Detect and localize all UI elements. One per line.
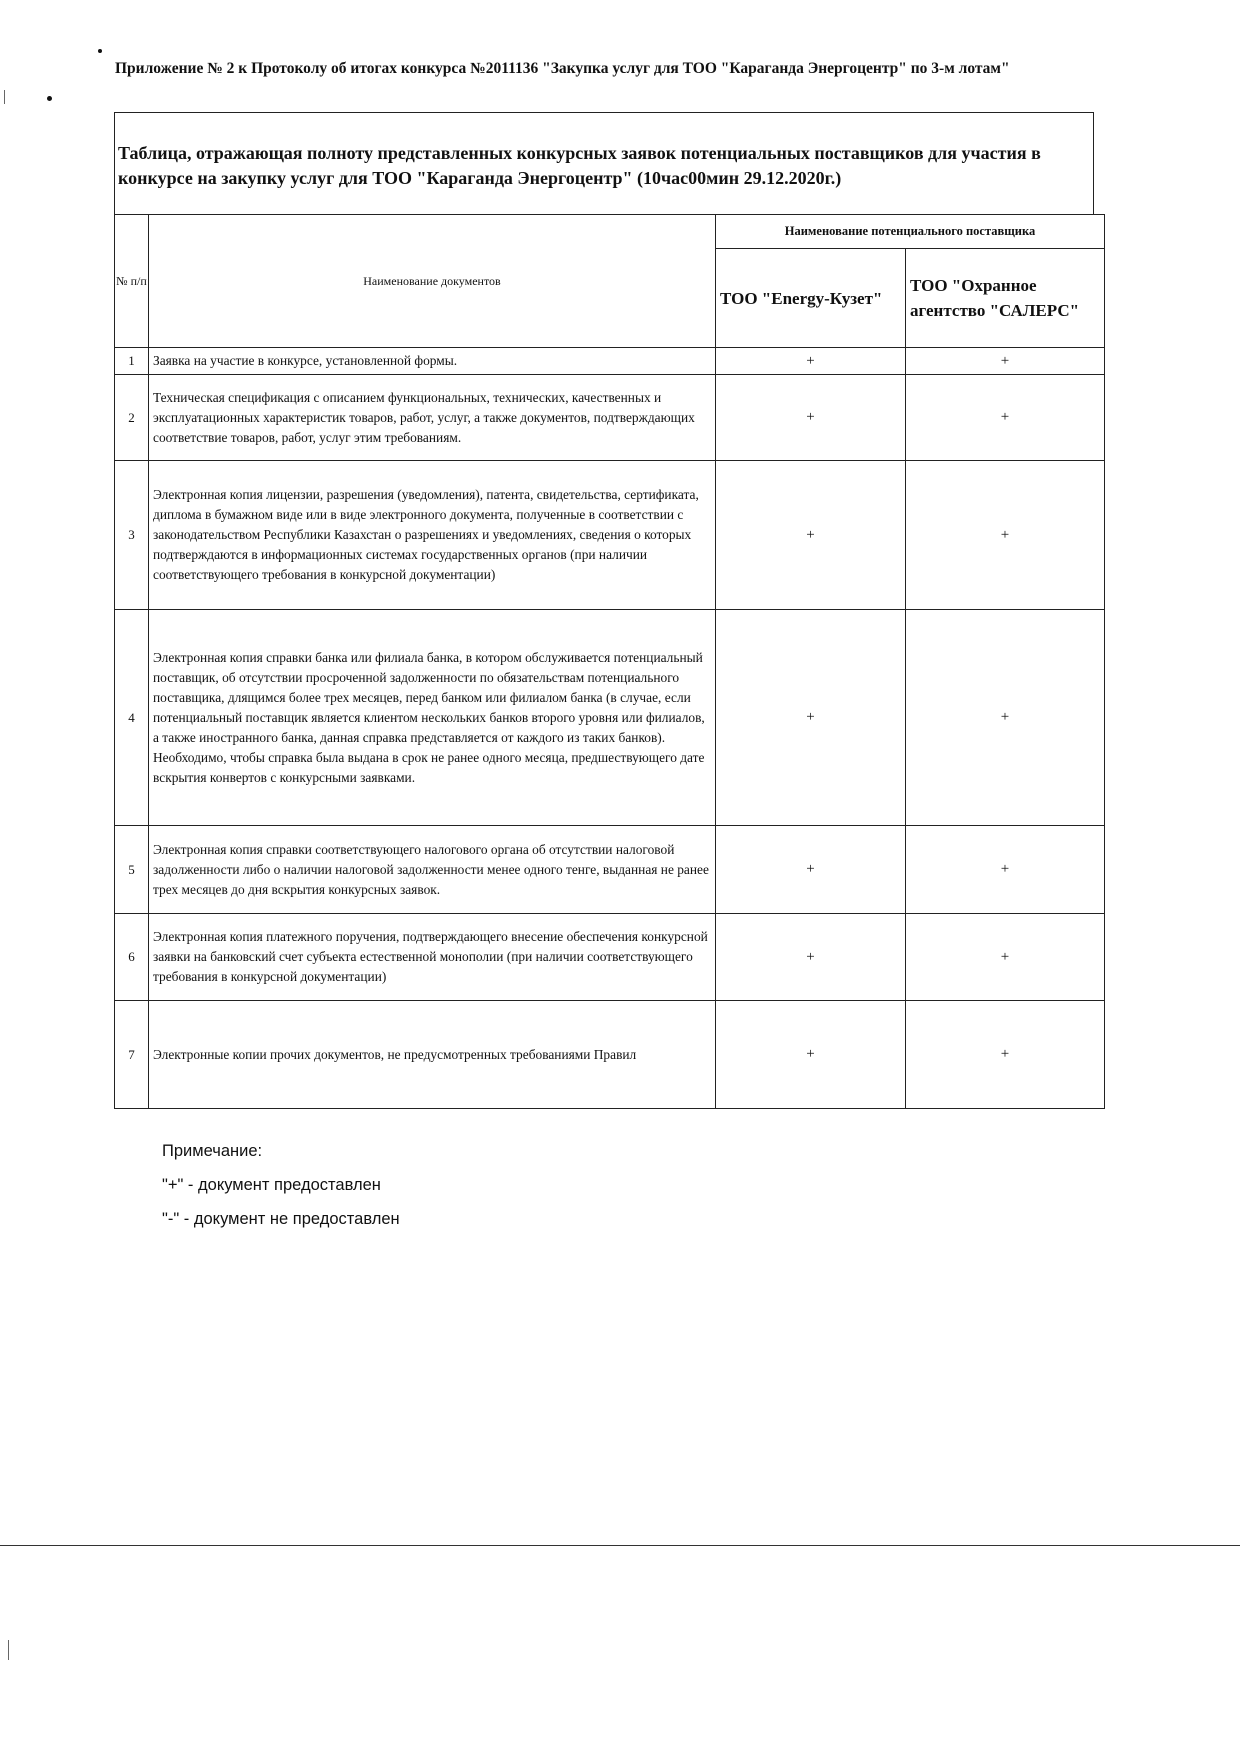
applications-table [114,214,1105,1109]
table-row [115,914,1105,1001]
row-mark: + [716,375,906,461]
scan-speck [4,90,5,104]
table-title: Таблица, отражающая полноту представленных конкурсных заявок потенциальных поставщиков для участия в конкурсе на закупку услуг для ТОО "Караганда Энергоцентр" (10час00мин 29.12.2020г.) [118,143,1041,188]
row-document: Электронная копия справки соответствующего налогового органа об отсутствии налоговой задолженности либо о наличии налоговой задолженности менее одного тенге, выданная не ранее трех месяцев до дня вскрытия конкурсных заявок. [149,826,716,914]
column-header-number: № п/п [115,215,149,348]
row-mark: + [906,348,1105,375]
row-number: 7 [115,1001,149,1109]
note-plus-legend: "+" - документ предоставлен [162,1176,381,1194]
row-mark: + [716,1001,906,1109]
column-header-documents: Наименование документов [149,215,716,348]
page-divider [0,1545,1240,1546]
table-row [115,610,1105,826]
row-document: Электронная копия справки банка или филиала банка, в котором обслуживается потенциальный поставщик, об отсутствии просроченной задолженности по обязательствам потенциального поставщика, длящимся более трех месяцев, перед банком или филиалом банка (в случае, если потенциальный поставщик является клиентом нескольких банков второго уровня или филиалов, а также иностранного банка, данная справка представляется от каждого из таких банков). Необходимо, чтобы справка была выдана в срок не ранее одного месяца, предшествующего дате вскрытия конвертов с конкурсными заявками. [149,610,716,826]
row-document: Электронная копия платежного поручения, подтверждающего внесение обеспечения конкурсной заявки на банковский счет субъекта естественной монополии (при наличии соответствующего требования в конкурсной документации) [149,914,716,1001]
row-mark: + [716,914,906,1001]
table-row [115,461,1105,610]
table-title-box [114,112,1094,214]
row-document: Электронные копии прочих документов, не предусмотренных требованиями Правил [149,1001,716,1109]
note-minus-legend: "-" - документ не предоставлен [162,1210,400,1228]
supplier-name: ТОО "Охранное агентство "САЛЕРС" [906,249,1105,348]
completeness-table [114,112,1096,1110]
row-mark: + [716,826,906,914]
row-number: 4 [115,610,149,826]
row-number: 3 [115,461,149,610]
table-row [115,348,1105,375]
table-row [115,826,1105,914]
table-row [115,375,1105,461]
row-number: 6 [115,914,149,1001]
row-mark: + [906,826,1105,914]
row-mark: + [906,461,1105,610]
row-mark: + [906,610,1105,826]
row-mark: + [716,348,906,375]
row-mark: + [716,610,906,826]
row-mark: + [906,375,1105,461]
row-number: 1 [115,348,149,375]
note-title: Примечание: [162,1142,263,1160]
row-document: Техническая спецификация с описанием функциональных, технических, качественных и эксплуатационных характеристик товаров, работ, услуг, а также документов, подтверждающих соответствие товаров, работ, услуг этим требованиям. [149,375,716,461]
row-mark: + [906,914,1105,1001]
supplier-name: ТОО "Energy-Кузет" [716,249,906,348]
scan-speck [47,96,52,101]
row-mark: + [716,461,906,610]
row-number: 2 [115,375,149,461]
row-document: Электронная копия лицензии, разрешения (уведомления), патента, свидетельства, сертификата, диплома в бумажном виде или в виде электронного документа, полученные в соответствии с законодательством Республики Казахстан о разрешениях и уведомлениях, сведения о которых подтверждаются в информационных системах государственных органов (при наличии соответствующего требования в конкурсной документации) [149,461,716,610]
row-document: Заявка на участие в конкурсе, установленной формы. [149,348,716,375]
scan-speck [8,1640,9,1660]
document-heading: Приложение № 2 к Протоколу об итогах конкурса №2011136 "Закупка услуг для ТОО "Караганда Энергоцентр" по 3-м лотам" [115,60,1010,77]
column-header-suppliers: Наименование потенциального поставщика [716,215,1105,249]
row-mark: + [906,1001,1105,1109]
table-row [115,1001,1105,1109]
scan-speck [98,49,102,53]
row-number: 5 [115,826,149,914]
